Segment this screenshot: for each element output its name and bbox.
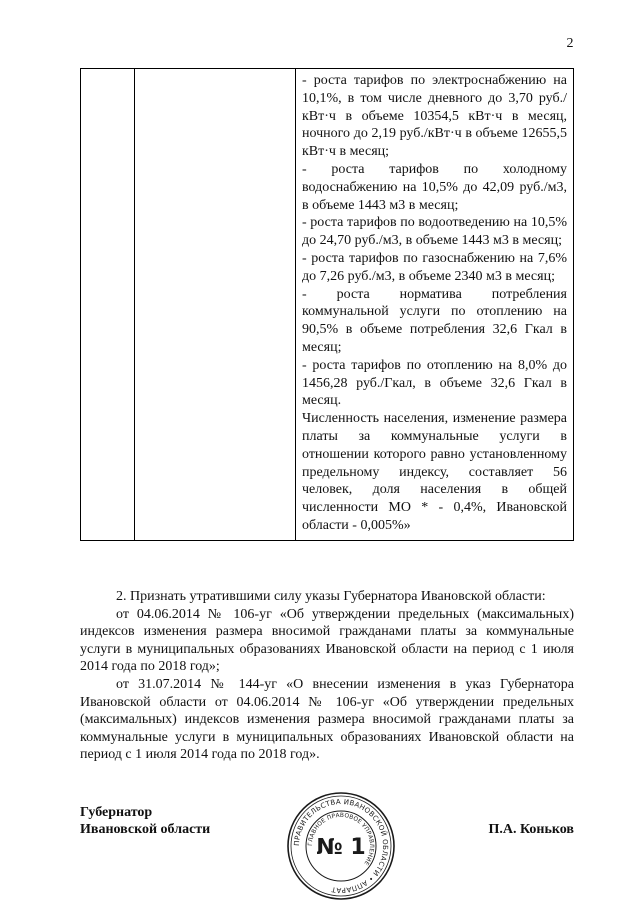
signer-position: Губернатор — [80, 805, 153, 820]
decree-body — [80, 588, 574, 764]
indices-table — [80, 68, 574, 541]
paragraph-decree-106: от 04.06.2014 № 106-уг «Об утверждении предельных (максимальных) индексов изменения размера вносимой гражданами платы за коммунальные услуги в муниципальных образованиях Ивановской области на период с 1 июля 2014 года по 2018 год»; — [80, 606, 574, 675]
seal-ring-text: ПРАВИТЕЛЬСТВА ИВАНОВСКОЙ ОБЛАСТИ • АППАРАТ — [292, 797, 390, 895]
table-cell-justification — [296, 69, 574, 541]
table-row — [81, 69, 574, 541]
justification-line: - роста тарифов по отоплению на 8,0% до 1456,28 руб./Гкал, в объеме 32,6 Гкал в месяц. — [302, 357, 567, 409]
justification-line: - роста тарифов по электроснабжению на 10,1%, в том числе дневного до 3,70 руб./кВт·ч в объеме 10354,5 кВт·ч в месяц, ночного до 2,19 руб./кВт·ч в объеме 12655,5 кВт·ч в месяц; — [302, 73, 567, 160]
page-number: 2 — [566, 36, 574, 51]
signer-region: Ивановской области — [80, 822, 211, 837]
paragraph-repeal: 2. Признать утратившими силу указы Губернатора Ивановской области: — [116, 589, 546, 604]
paragraph-decree-144: от 31.07.2014 № 144-уг «О внесении изменения в указ Губернатора Ивановской области от 04.06.2014 № 106-уг «Об утверждении предельных (максимальных) индексов изменения размера вносимой гражданами платы за коммунальные услуги в муниципальных образованиях Ивановской области на период с 1 июля 2014 года по 2018 год». — [80, 676, 574, 763]
justification-line: - роста тарифов по водоотведению на 10,5% до 24,70 руб./м3, в объеме 1443 м3 в месяц; — [302, 215, 567, 249]
population-statement: Численность населения, изменение размера платы за коммунальные услуги в отношении которого равно установленному предельному индексу, составляет 56 человек, доля населения в общей численности МО * - 0,4%, Ивановской области - 0,005%» — [302, 411, 567, 533]
seal-inner-text: ГЛАВНОЕ ПРАВОВОЕ УПРАВЛЕНИЕ — [307, 812, 375, 866]
table-cell-municipality-name — [135, 69, 296, 541]
official-stamp — [286, 791, 396, 901]
justification-line: - роста тарифов по газоснабжению на 7,6% до 7,26 руб./м3, в объеме 2340 м3 в месяц; — [302, 250, 567, 284]
justification-line: - роста норматива потребления коммунальной услуги по отоплению на 90,5% в объеме потребления 32,6 Гкал в месяц; — [302, 286, 567, 355]
table-cell-municipality-number — [81, 69, 135, 541]
justification-line: - роста тарифов по холодному водоснабжению на 10,5% до 42,09 руб./м3, в объеме 1443 м3 в месяц; — [302, 161, 567, 213]
seal-number: № 1 — [316, 835, 366, 860]
signer-name: П.А. Коньков — [488, 822, 574, 837]
